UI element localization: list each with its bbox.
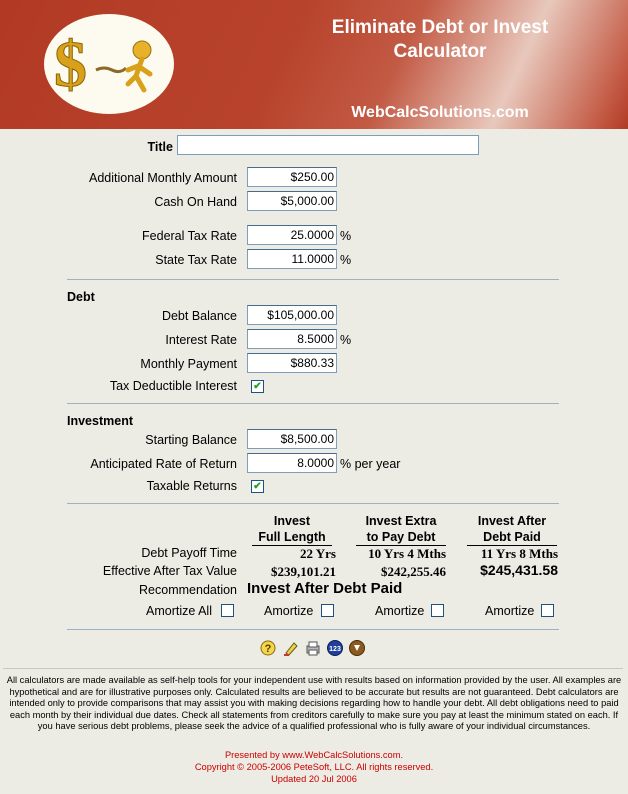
payoff-value-extra: 10 Yrs 4 Mths [368,546,446,561]
divider [67,403,559,404]
svg-text:?: ? [264,643,272,655]
amortize-extra-checkbox[interactable] [431,604,444,617]
additional-monthly-input[interactable]: $250.00 [247,167,337,187]
starting-balance-input[interactable]: $8,500.00 [247,429,337,449]
state-tax-unit: % [340,253,352,267]
logo [44,14,174,114]
divider [67,629,559,630]
additional-monthly-label: Additional Monthly Amount [88,171,237,185]
tax-deductible-label: Tax Deductible Interest [109,379,237,393]
column-header-invest-full [252,513,332,546]
calc-icon[interactable] [327,640,343,656]
taxable-returns-label: Taxable Returns [146,479,237,493]
disclaimer-text: All calculators are made available as self-help tools for your independent use with results based on information provided by the user. All examples are hypothetical and are for illustrative purposes only. Calculated results are believed to be accurate but results are not guaranteed. Debt calculators are intended only to provide comparisons that may assist you with making decisions regarding how to handle your debt. All debt obligations need to paid each month by their individual due dates. Check all statements from creditors carefully to make sure you pay at least the minimum stated on each. If you have serious debt problems, please seek the advice of a qualified professional who is fully aware of your individual circumstances. [6,675,622,731]
effective-value-label: Effective After Tax Value [102,564,237,578]
updated-text: Updated 20 Jul 2006 [271,774,357,784]
dollar-chain-logo-icon [44,14,174,114]
title-input[interactable] [177,135,479,155]
column-header-line: Invest After [477,514,547,528]
amortize-after-checkbox[interactable] [541,604,554,617]
taxable-returns-checkbox[interactable]: ✔ [251,480,264,493]
recommendation-label: Recommendation [139,583,237,597]
amortize-extra-label: Amortize [375,604,425,618]
payoff-time-label: Debt Payoff Time [141,546,237,560]
presented-by-link[interactable]: Presented by www.WebCalcSolutions.com. [224,750,404,760]
rate-of-return-unit: % per year [340,457,401,471]
rate-of-return-input[interactable]: 8.0000 [247,453,337,473]
divider [67,503,559,504]
effective-value-after: $245,431.58 [480,562,558,578]
column-header-line: to Pay Debt [356,529,446,546]
federal-tax-input[interactable]: 25.0000 [247,225,337,245]
amortize-full-label: Amortize [264,604,314,618]
site-name: WebCalcSolutions.com [351,104,529,121]
federal-tax-unit: % [340,229,352,243]
interest-rate-unit: % [340,333,352,347]
state-tax-input[interactable]: 11.0000 [247,249,337,269]
cash-on-hand-label: Cash On Hand [154,195,237,209]
amortize-all-checkbox[interactable] [221,604,234,617]
help-icon[interactable] [260,640,276,656]
clear-icon[interactable] [283,640,299,656]
recommendation-value: Invest After Debt Paid [247,580,403,597]
starting-balance-label: Starting Balance [145,433,237,447]
debt-heading: Debt [67,290,95,304]
amortize-all-label: Amortize All [146,604,212,618]
title-line-1: Eliminate Debt or Invest [331,17,549,38]
monthly-payment-input[interactable]: $880.33 [247,353,337,373]
interest-rate-label: Interest Rate [165,333,237,347]
column-header-invest-after [467,513,557,546]
monthly-payment-label: Monthly Payment [140,357,237,371]
download-icon[interactable] [349,640,365,656]
investment-heading: Investment [67,414,133,428]
debt-balance-input[interactable]: $105,000.00 [247,305,337,325]
interest-rate-input[interactable]: 8.5000 [247,329,337,349]
title-label: Title [147,140,173,154]
column-header-line: Full Length [252,529,332,546]
payoff-value-full: 22 Yrs [300,546,336,561]
rate-of-return-label: Anticipated Rate of Return [90,457,237,471]
cash-on-hand-input[interactable]: $5,000.00 [247,191,337,211]
tax-deductible-checkbox[interactable]: ✔ [251,380,264,393]
debt-balance-label: Debt Balance [161,309,237,323]
amortize-full-checkbox[interactable] [321,604,334,617]
title-line-2: Calculator [393,41,487,62]
payoff-value-after: 11 Yrs 8 Mths [480,546,558,561]
column-header-line: Debt Paid [467,529,557,546]
svg-text:$: $ [54,28,87,101]
federal-tax-label: Federal Tax Rate [142,229,237,243]
column-header-line: Invest [273,514,311,528]
divider [67,279,559,280]
column-header-line: Invest Extra [365,514,437,528]
amortize-after-label: Amortize [485,604,535,618]
state-tax-label: State Tax Rate [155,253,237,267]
column-header-invest-extra [356,513,446,546]
effective-value-extra: $242,255.46 [381,564,446,579]
copyright-text: Copyright © 2005-2006 PeteSoft, LLC. All rights reserved. [194,762,434,772]
print-icon[interactable] [305,640,321,656]
header-banner [0,0,628,129]
effective-value-full: $239,101.21 [271,564,336,579]
svg-text:123: 123 [329,646,341,653]
footer-divider [3,668,623,669]
page-title [300,16,580,64]
